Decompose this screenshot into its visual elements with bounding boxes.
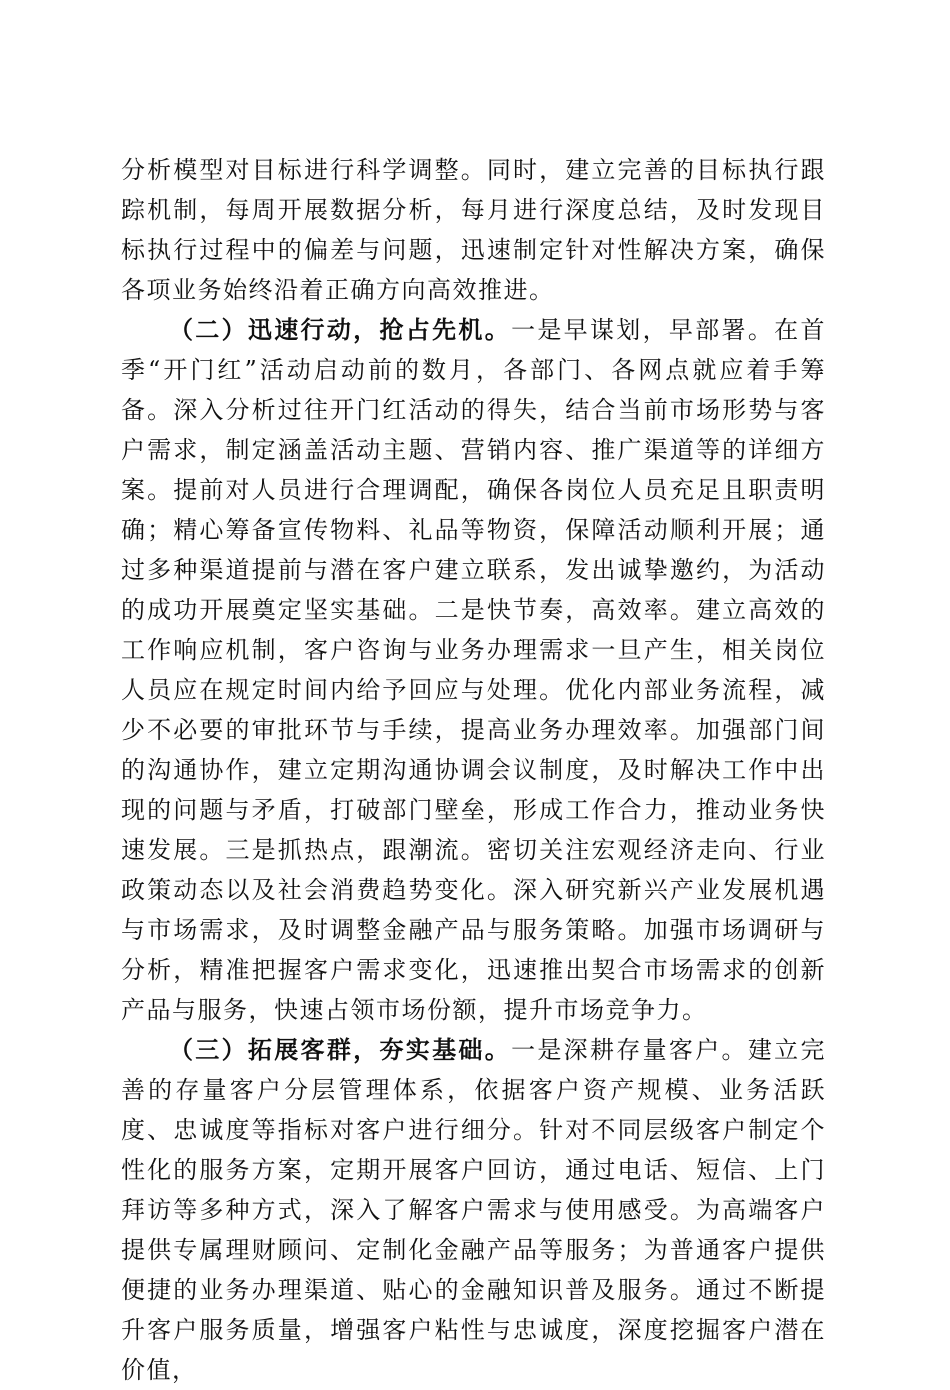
paragraph-body: 一是深耕存量客户。建立完善的存量客户分层管理体系，依据客户资产规模、业务活跃度、忠诚度等指标对客户进行细分。针对不同层级客户制定个性化的服务方案，定期开展客户回访，通过电话、短信、上门拜访等多种方式，深入了解客户需求与使用感受。为高端客户提供专属理财顾问、定制化金融产品等服务；为普通客户提供便捷的业务办理渠道、贴心的金融知识普及服务。通过不断提升客户服务质量，增强客户粘性与忠诚度，深度挖掘客户潜在价值， [121, 1036, 826, 1384]
paragraph-section-3 [121, 1030, 826, 1390]
paragraph-section-2 [121, 310, 826, 1030]
section-heading: （三）拓展客群，夯实基础。 [169, 1035, 512, 1064]
paragraph-body: 分析模型对目标进行科学调整。同时，建立完善的目标执行跟踪机制，每周开展数据分析，每月进行深度总结，及时发现目标执行过程中的偏差与问题，迅速制定针对性解决方案，确保各项业务始终沿着正确方向高效推进。 [121, 156, 826, 304]
section-heading: （二）迅速行动，抢占先机。 [169, 315, 512, 344]
document-body [121, 150, 826, 1390]
paragraph-body: 一是早谋划，早部署。在首季“开门红”活动启动前的数月，各部门、各网点就应着手筹备。深入分析过往开门红活动的得失，结合当前市场形势与客户需求，制定涵盖活动主题、营销内容、推广渠道等的详细方案。提前对人员进行合理调配，确保各岗位人员充足且职责明确；精心筹备宣传物料、礼品等物资，保障活动顺利开展；通过多种渠道提前与潜在客户建立联系，发出诚挚邀约，为活动的成功开展奠定坚实基础。二是快节奏，高效率。建立高效的工作响应机制，客户咨询与业务办理需求一旦产生，相关岗位人员应在规定时间内给予回应与处理。优化内部业务流程，减少不必要的审批环节与手续，提高业务办理效率。加强部门间的沟通协作，建立定期沟通协调会议制度，及时解决工作中出现的问题与矛盾，打破部门壁垒，形成工作合力，推动业务快速发展。三是抓热点，跟潮流。密切关注宏观经济走向、行业政策动态以及社会消费趋势变化。深入研究新兴产业发展机遇与市场需求，及时调整金融产品与服务策略。加强市场调研与分析，精准把握客户需求变化，迅速推出契合市场需求的创新产品与服务，快速占领市场份额，提升市场竞争力。 [121, 316, 826, 1024]
paragraph-continuation [121, 150, 826, 310]
